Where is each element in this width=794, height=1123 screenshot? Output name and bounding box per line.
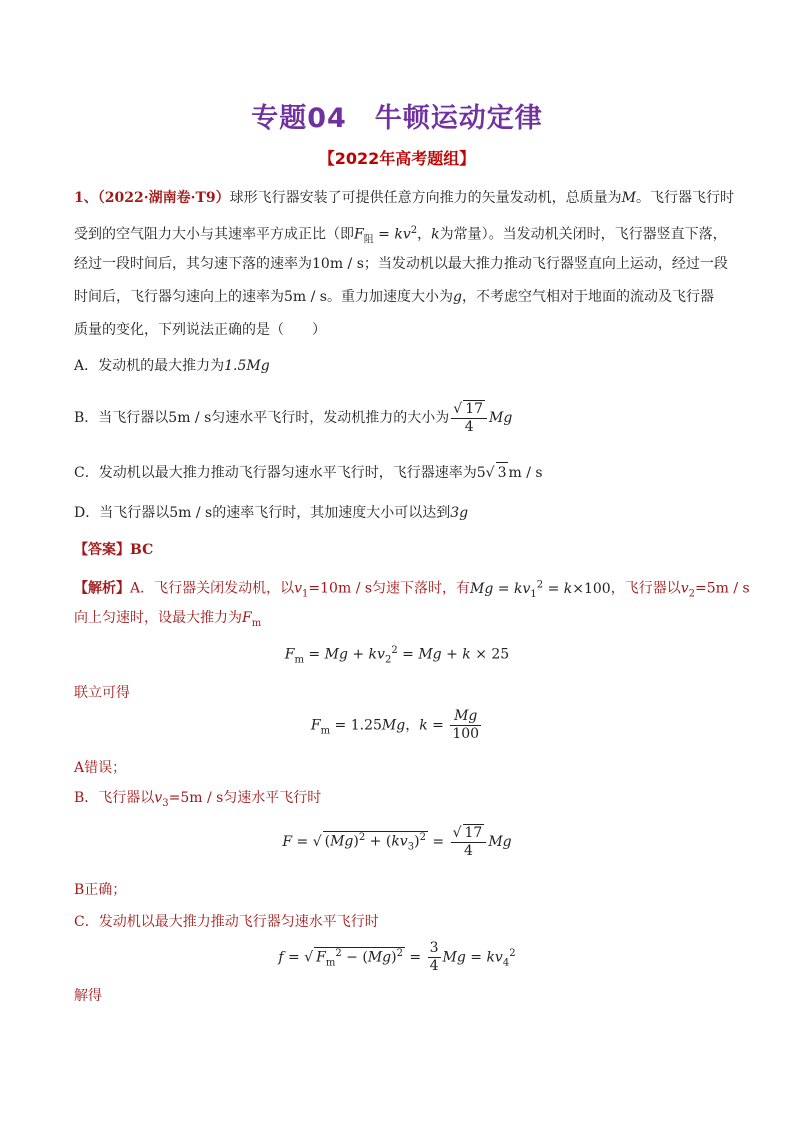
option-c: C．发动机以最大推力推动飞行器匀速水平飞行时，飞行器速率为5√ 3 m / s — [74, 462, 543, 483]
question-line-1: 1、（2022·湖南卷·T9）球形飞行器安装了可提供任意方向推力的矢量发动机，总质量为M。飞行器飞行时 — [74, 190, 734, 206]
option-d: D．当飞行器以5m / s的速率飞行时，其加速度大小可以达到3g — [74, 505, 469, 521]
equation-3: F = √ $(Mg)^2 + (kv_3)^2$ = $\frac{√ 17}{4}$ Mg — [282, 825, 512, 859]
answer-label: 【答案】 — [74, 542, 130, 558]
question-line-3: 经过一段时间后，其匀速下落的速率为10m / s；当发动机以最大推力推动飞行器竖直向上运动，经过一段 — [74, 256, 728, 272]
question-line-2: 受到的空气阻力大小与其速率平方成正比（即$F_阻 = kv^2$，k为常量）。当发动机关闭时，飞行器竖直下落， — [74, 225, 727, 246]
option-a: A．发动机的最大推力为1.5Mg — [74, 358, 270, 374]
answer-value: BC — [130, 542, 154, 558]
answer-line — [74, 540, 153, 560]
page-title: 专题04 牛顿运动定律 — [251, 103, 543, 134]
question-line-5: 质量的变化，下列说法正确的是（ ） — [74, 322, 326, 338]
equation-2: $F_m = 1.25Mg$，k = $\frac{Mg}{100}$ — [310, 708, 480, 742]
option-b: B．当飞行器以5m / s匀速水平飞行时，发动机推力的大小为 $\frac{√ 17}{4}$ Mg — [74, 401, 513, 435]
section-subtitle: 【2022年高考题组】 — [318, 149, 476, 168]
analysis-b-right: B正确； — [74, 882, 127, 898]
equation-4: f = √ $F_m^2 - (Mg)^2$ = $\frac{3}{4}$ $Mg = kv_4^2$ — [278, 940, 516, 974]
analysis-line-2: 向上匀速时，设最大推力为$F_m$ — [74, 610, 262, 629]
option-b-fraction: $\frac{√ 17}{4}$ — [451, 400, 487, 436]
analysis-c-line: C．发动机以最大推力推动飞行器匀速水平飞行时 — [74, 914, 379, 930]
analysis-a-wrong: A错误； — [74, 760, 127, 776]
analysis-lianli: 联立可得 — [74, 685, 130, 701]
analysis-b-line: B．飞行器以$v_3=5m / s$匀速水平飞行时 — [74, 790, 322, 809]
question-number: 1、 — [74, 190, 98, 206]
question-source: （2022·湖南卷·T9） — [97, 190, 230, 206]
question-line-4: 时间后，飞行器匀速向上的速率为5m / s。重力加速度大小为g，不考虑空气相对于地面的流动及飞行器 — [74, 289, 714, 305]
equation-1: $F_m = Mg + kv_2^2 = Mg + k \times 25$ — [284, 645, 510, 666]
analysis-label: 【解析】 — [74, 580, 130, 597]
analysis-jiede: 解得 — [74, 988, 102, 1004]
analysis-line-1: 【解析】A．飞行器关闭发动机，以$v_1=10m / s$匀速下落时，有$Mg = kv_1^2 = k\times 100$，飞行器以$v_2=5m / s$ — [74, 579, 750, 600]
